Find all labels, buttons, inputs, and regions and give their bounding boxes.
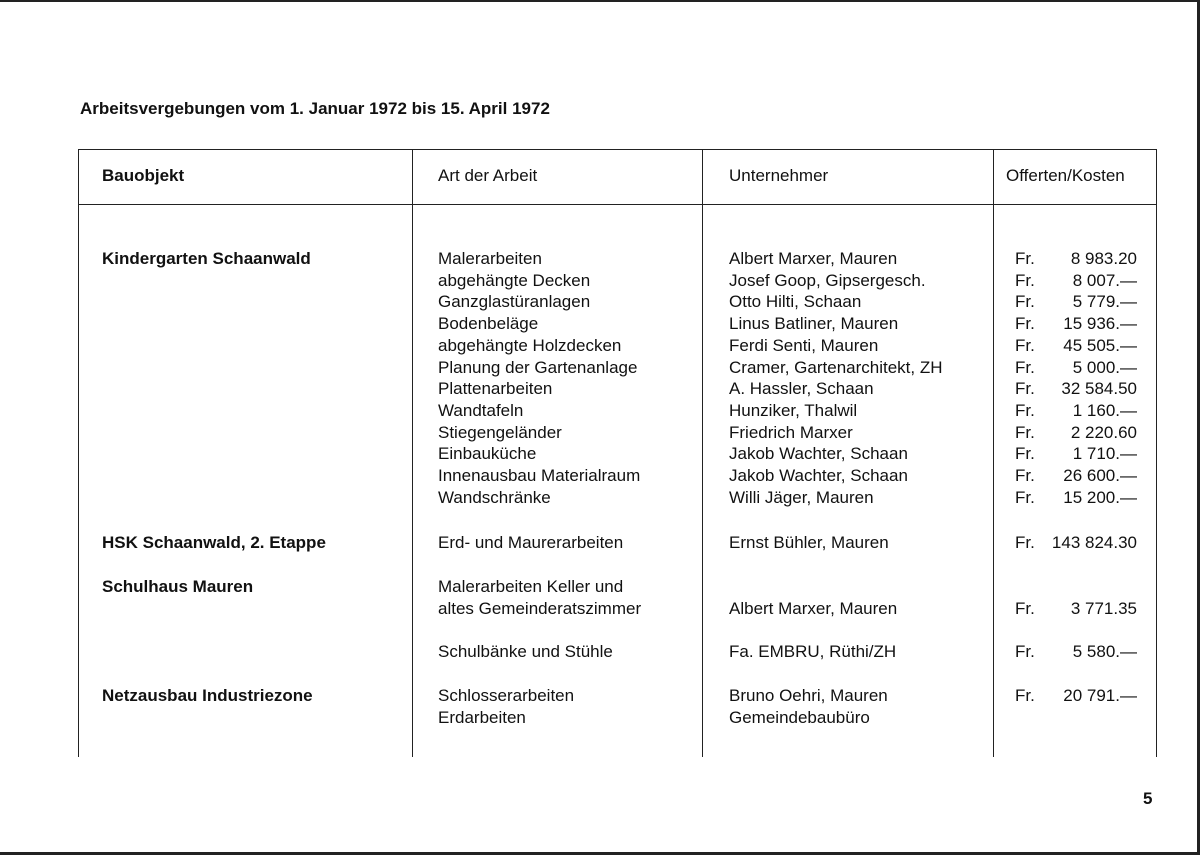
table-row-art: Erdarbeiten (438, 707, 526, 727)
table-row-unternehmer: Bruno Oehri, Mauren (729, 686, 888, 705)
table-row-art: abgehängte Decken (438, 270, 591, 290)
table-row-unternehmer: Jakob Wachter, Schaan (729, 466, 908, 485)
page-number: 5 (1143, 789, 1153, 808)
table-row-art: Schulbänke und Stühle (438, 642, 613, 661)
header-art-der-arbeit: Art der Arbeit (438, 166, 538, 185)
page-title: Arbeitsvergebungen vom 1. Januar 1972 bis 15. April 1972 (80, 99, 550, 118)
table-row-art: Einbauküche (438, 444, 537, 464)
table-row-unternehmer: Albert Marxer, Mauren (729, 249, 898, 268)
header-offerten-kosten: Offerten/Kosten (1006, 166, 1125, 185)
table-row-unternehmer: Cramer, Gartenarchitekt, ZH (729, 357, 943, 377)
table-top-rule (78, 149, 1157, 150)
table-row-unternehmer: Linus Batliner, Mauren (729, 314, 899, 334)
header-unternehmer: Unternehmer (729, 166, 829, 185)
table-row-unternehmer: Hunziker, Thalwil (729, 400, 858, 420)
table-row-art: Ganzglastüranlagen (438, 292, 591, 312)
header-bauobjekt: Bauobjekt (102, 166, 185, 185)
bauobjekt-hsk-schaanwald: HSK Schaanwald, 2. Etappe (102, 533, 326, 552)
table-border-right (1156, 149, 1157, 757)
table-row-unternehmer: Jakob Wachter, Schaan (729, 444, 908, 464)
bauobjekt-kindergarten: Kindergarten Schaanwald (102, 249, 311, 268)
table-row-art: Plattenarbeiten (438, 379, 553, 399)
table-row-art: Innenausbau Materialraum (438, 466, 641, 485)
table-row-art: abgehängte Holzdecken (438, 335, 622, 355)
column-divider-3 (993, 149, 994, 757)
table-border-left (78, 149, 79, 757)
column-divider-2 (702, 149, 703, 757)
document-page: Arbeitsvergebungen vom 1. Januar 1972 bis 15. April 1972 Bauobjekt Art der Arbeit Unternehmer Offerten/Kosten Kindergarten Schaanwald Malerarbeiten Albert Marxer, Mauren Fr. 8 983.20 abgehängte Decken Josef Goop, Gipsergesch. Fr. 8 007.— Ganzglastüranlagen Otto Hilti, Schaan Fr. 5 779.— Bodenbeläge Linus Batliner, Mauren Fr. 15 936.— abgehängte Holzdecken Ferdi Senti, Mauren Fr. 45 505.— Planung der Gartenanlage Cramer, Gartenarchitekt, ZH Fr. 5 000.— Plattenarbeiten A. Hassler, Schaan Fr. 32 584.50 Wandtafeln Hunziker, Thalwil Fr. 1 160.— Stiegengeländer Friedrich Marxer Fr. 2 220.60 Einbauküche Jakob Wachter, Schaan Fr. 1 710.— Innenausbau Materialraum Jakob Wachter, Schaan Fr. 26 600.— Wandschränke Willi Jäger, Mauren Fr. 15 200.— HSK Schaanwald, 2. Etappe Erd- und Maurerarbeiten Ernst Bühler, Mauren Fr. 143 824.30 Schulhaus Mauren Malerarbeiten Keller und altes Gemeinderatszimmer Albert Marxer, Mauren Fr. 3 771.35 Schulbänke und Stühle Fa. EMBRU, Rüthi/ZH Fr. 5 580.— Netzausbau Industriezone Schlosserarbeiten Bruno Oehri, Mauren Fr. 20 791.— Erdarbeiten Gemeindebaubüro 5 (0, 0, 1200, 855)
table-row-unternehmer: Otto Hilti, Schaan (729, 292, 862, 312)
bauobjekt-netzausbau: Netzausbau Industriezone (102, 686, 313, 705)
table-row-unternehmer: Josef Goop, Gipsergesch. (729, 270, 926, 290)
table-row-art: Schlosserarbeiten (438, 686, 575, 705)
table-row-art: Malerarbeiten Keller und (438, 577, 624, 596)
table-row-art: altes Gemeinderatszimmer (438, 599, 642, 618)
table-row-unternehmer: A. Hassler, Schaan (729, 379, 874, 399)
table-row-unternehmer: Albert Marxer, Mauren (729, 599, 898, 618)
table-row-art: Erd- und Maurerarbeiten (438, 533, 624, 552)
table-row-unternehmer: Gemeindebaubüro (729, 707, 870, 727)
bauobjekt-schulhaus-mauren: Schulhaus Mauren (102, 577, 254, 596)
table-row-art: Planung der Gartenanlage (438, 357, 638, 377)
table-row-art: Bodenbeläge (438, 314, 539, 334)
table-row-art: Wandschränke (438, 487, 551, 507)
table-row-unternehmer: Friedrich Marxer (729, 422, 853, 442)
table-row-art: Malerarbeiten (438, 249, 542, 268)
table-row-unternehmer: Willi Jäger, Mauren (729, 487, 874, 507)
header-rule (78, 204, 1157, 205)
column-divider-1 (412, 149, 413, 757)
table-row-unternehmer: Ernst Bühler, Mauren (729, 533, 889, 552)
table-row-art: Stiegengeländer (438, 422, 562, 442)
table-row-art: Wandtafeln (438, 400, 524, 420)
table-row-unternehmer: Fa. EMBRU, Rüthi/ZH (729, 642, 897, 661)
table-row-unternehmer: Ferdi Senti, Mauren (729, 335, 879, 355)
